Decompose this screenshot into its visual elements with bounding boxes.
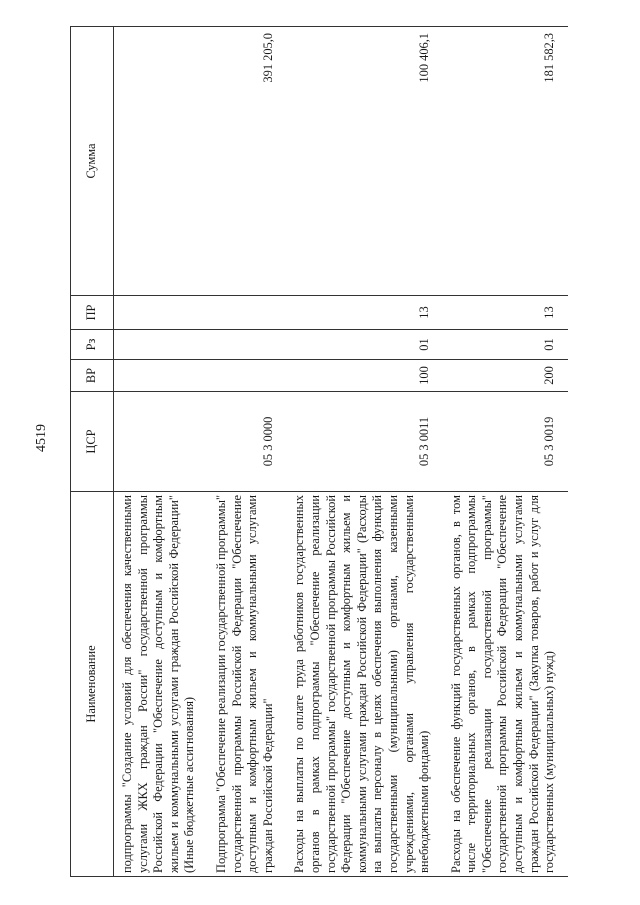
row-vr — [114, 360, 208, 392]
row-vr — [208, 360, 286, 392]
row-name: Расходы на выплаты по оплате труда работников государственных органов в рамках подпрограммы "Обеспечение реализации государственной программы" государственной программы Российской Федерации "Обеспечение доступным и комфортным жильем и коммунальными услугами граждан Российской Федерации" (Расходы на выплаты персоналу в целях обеспечения выполнения функций государственными (муниципальными) органами, казенными учреждениями, органами управления государственными внебюджетными фондами) — [286, 492, 442, 877]
header-rz: Рз — [71, 330, 114, 360]
row-csr: 05 3 0000 — [208, 392, 286, 492]
header-sum: Сумма — [71, 27, 114, 296]
row-csr — [114, 392, 208, 492]
row-pr: 13 — [443, 296, 568, 330]
header-vr: ВР — [71, 360, 114, 392]
row-sum: 100 406,1 — [286, 27, 442, 296]
table-row — [114, 27, 208, 877]
row-csr: 05 3 0019 — [443, 392, 568, 492]
row-pr — [114, 296, 208, 330]
row-name: подпрограммы "Создание условий для обеспечения качественными услугами ЖКХ граждан России" государственной программы Российской Федерации "Обеспечение доступным и комфортным жильем и коммунальными услугами граждан Российской Федерации" (Иные бюджетные ассигнования) — [114, 492, 208, 877]
header-pr: ПР — [71, 296, 114, 330]
budget-table-page — [70, 27, 570, 877]
table-row — [208, 27, 286, 877]
header-name: Наименование — [71, 492, 114, 877]
row-csr: 05 3 0011 — [286, 392, 442, 492]
row-vr: 100 — [286, 360, 442, 392]
row-rz: 01 — [443, 330, 568, 360]
row-rz — [114, 330, 208, 360]
row-rz — [208, 330, 286, 360]
row-pr — [208, 296, 286, 330]
row-rz: 01 — [286, 330, 442, 360]
row-pr: 13 — [286, 296, 442, 330]
row-vr: 200 — [443, 360, 568, 392]
table-header-row — [71, 27, 114, 877]
row-sum — [114, 27, 208, 296]
table-row — [443, 27, 568, 877]
row-name: Подпрограмма "Обеспечение реализации государственной программы" государственной программы Российской Федерации "Обеспечение доступным и комфортным жильем и коммунальными услугами граждан Российской Федерации" — [208, 492, 286, 877]
row-sum: 391 205,0 — [208, 27, 286, 296]
header-csr: ЦСР — [71, 392, 114, 492]
page-number: 4519 — [34, 424, 49, 452]
row-name: Расходы на обеспечение функций государственных органов, в том числе территориальных органов, в рамках подпрограммы "Обеспечение реализации государственной программы" государственной программы Российской Федерации "Обеспечение доступным и комфортным жильем и коммунальными услугами граждан Российской Федерации" (Закупка товаров, работ и услуг для государственных (муниципальных) нужд) — [443, 492, 568, 877]
table-row — [286, 27, 442, 877]
row-sum: 181 582,3 — [443, 27, 568, 296]
budget-table — [70, 26, 568, 877]
